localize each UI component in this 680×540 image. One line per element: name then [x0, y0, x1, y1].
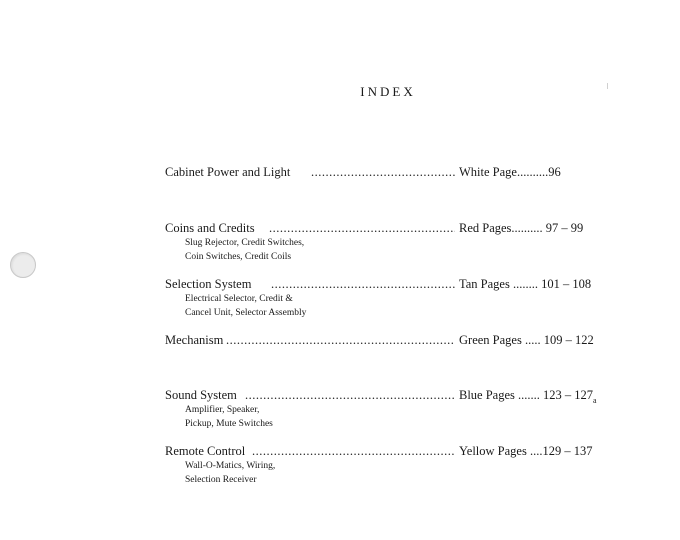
- entry-detail: Selection Receiver: [185, 475, 257, 485]
- entry-pages: White Page..........96: [459, 165, 561, 179]
- entry-detail: Cancel Unit, Selector Assembly: [185, 308, 307, 318]
- dot-leader: [269, 220, 455, 236]
- dot-leader: [311, 164, 455, 180]
- punch-hole: [10, 252, 36, 278]
- page-title: INDEX: [360, 84, 416, 99]
- dot-leader: [271, 276, 455, 292]
- entry-detail: Amplifier, Speaker,: [185, 405, 260, 415]
- entry-detail: Wall-O-Matics, Wiring,: [185, 461, 276, 471]
- entry-pages: Blue Pages ....... 123 – 127: [459, 388, 594, 402]
- entry-topic: Coins and Credits: [165, 221, 255, 235]
- entry-pages-wrap: [459, 387, 597, 409]
- entry-detail: Coin Switches, Credit Coils: [185, 252, 292, 262]
- entry-topic: Sound System: [165, 388, 237, 402]
- dot-leader: [226, 332, 455, 348]
- entry-detail: Pickup, Mute Switches: [185, 419, 273, 429]
- entry-pages: Red Pages.......... 97 – 99: [459, 221, 584, 235]
- dot-leader: [252, 443, 455, 459]
- entry-detail: Electrical Selector, Credit &: [185, 294, 293, 304]
- entry-pages: Yellow Pages ....129 – 137: [459, 444, 593, 458]
- dot-leader: [245, 387, 455, 403]
- entry-detail: Slug Rejector, Credit Switches,: [185, 238, 305, 248]
- entry-topic: Selection System: [165, 277, 252, 291]
- entry-topic: Remote Control: [165, 444, 246, 458]
- entry-topic: Mechanism: [165, 333, 224, 347]
- entry-topic: Cabinet Power and Light: [165, 165, 291, 179]
- page-mark: a: [593, 396, 597, 405]
- entry-pages: Tan Pages ........ 101 – 108: [459, 277, 592, 291]
- entry-pages: Green Pages ..... 109 – 122: [459, 333, 594, 347]
